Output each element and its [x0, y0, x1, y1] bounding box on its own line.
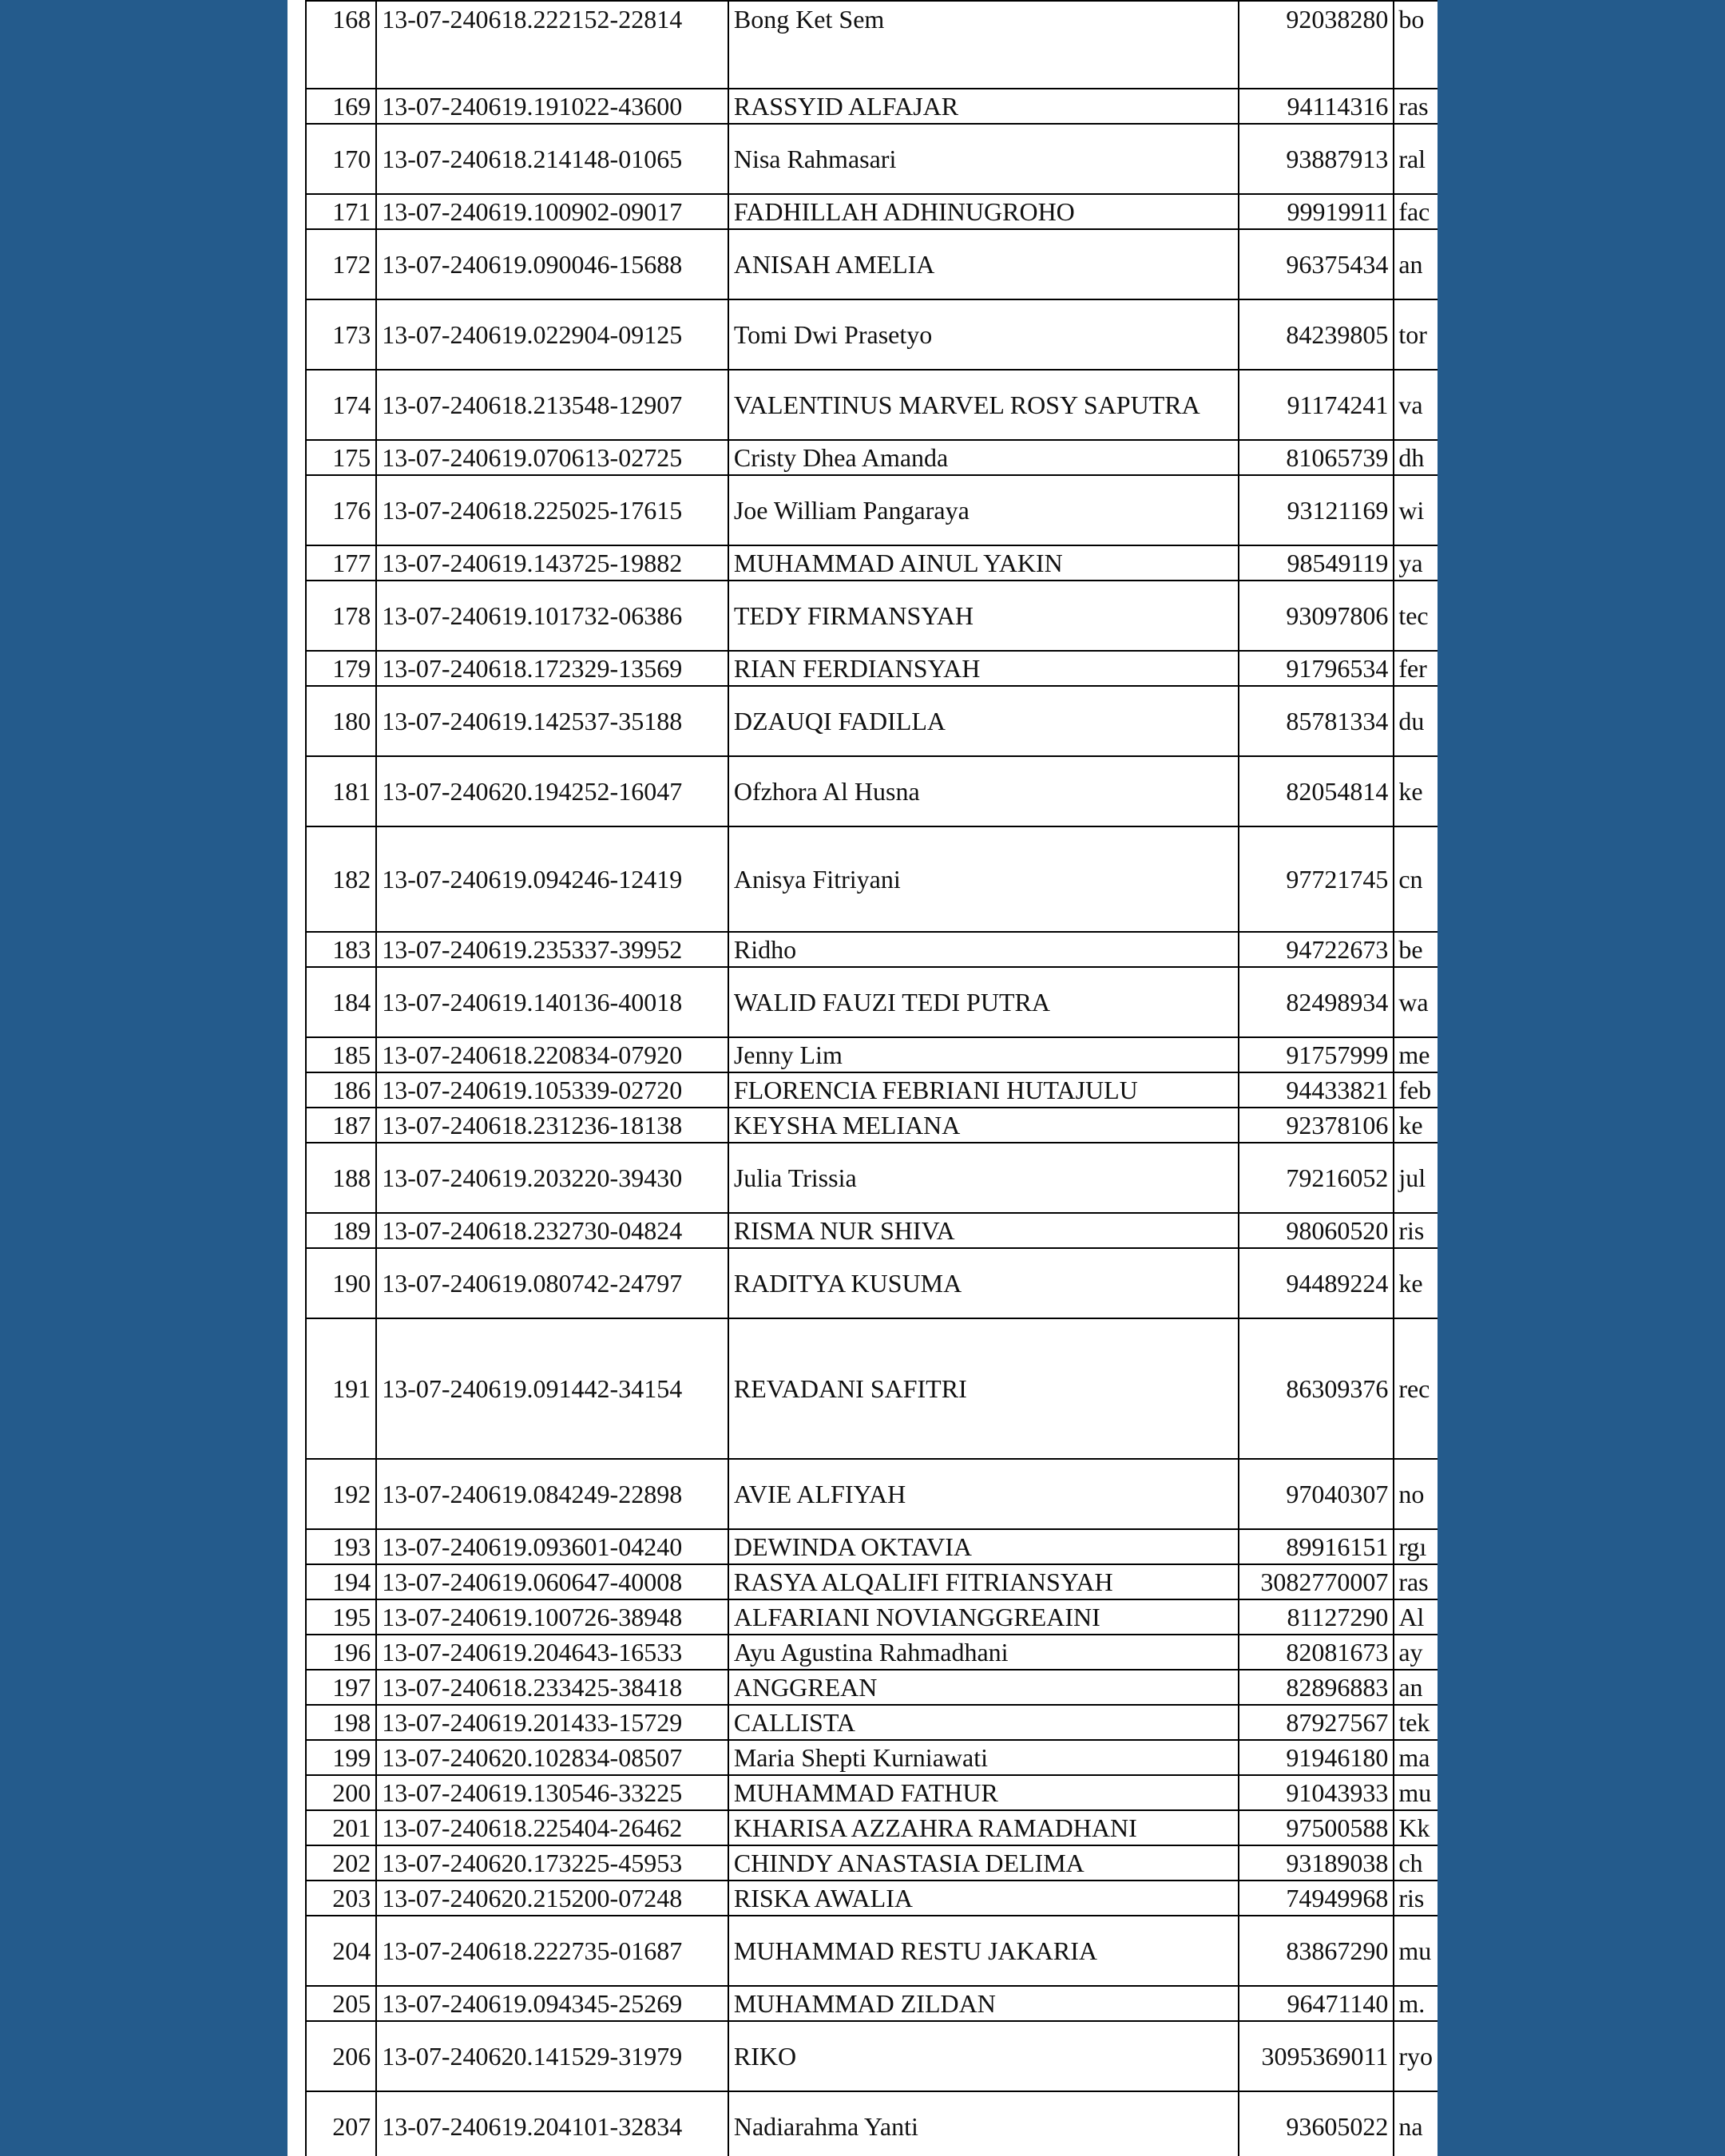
- row-number: 195: [306, 1599, 376, 1635]
- phone-number: 92378106: [1239, 1108, 1394, 1143]
- row-number: 206: [306, 2021, 376, 2091]
- table-row: [306, 756, 1438, 826]
- participant-name: RASSYID ALFAJAR: [728, 89, 1239, 124]
- participant-name: ANISAH AMELIA: [728, 229, 1239, 299]
- registration-code: 13-07-240618.231236-18138: [376, 1108, 728, 1143]
- phone-number: 91946180: [1239, 1740, 1394, 1775]
- row-number: 176: [306, 475, 376, 545]
- participant-name: ALFARIANI NOVIANGGREAINI: [728, 1599, 1239, 1635]
- registration-code: 13-07-240619.094345-25269: [376, 1986, 728, 2021]
- email-partial: jul: [1394, 1143, 1438, 1213]
- email-partial: wi: [1394, 475, 1438, 545]
- row-number: 169: [306, 89, 376, 124]
- email-partial: rec: [1394, 1318, 1438, 1459]
- email-partial: ris: [1394, 1213, 1438, 1248]
- phone-number: 84239805: [1239, 299, 1394, 370]
- phone-number: 98549119: [1239, 545, 1394, 581]
- table-row: [306, 1986, 1438, 2021]
- phone-number: 89916151: [1239, 1529, 1394, 1564]
- participant-name: Cristy Dhea Amanda: [728, 440, 1239, 475]
- row-number: 205: [306, 1986, 376, 2021]
- email-partial: be: [1394, 932, 1438, 967]
- row-number: 200: [306, 1775, 376, 1810]
- registration-code: 13-07-240620.141529-31979: [376, 2021, 728, 2091]
- registration-code: 13-07-240619.091442-34154: [376, 1318, 728, 1459]
- row-number: 203: [306, 1881, 376, 1916]
- table-row: [306, 124, 1438, 194]
- row-number: 185: [306, 1037, 376, 1072]
- registration-code: 13-07-240619.100902-09017: [376, 194, 728, 229]
- email-partial: fer: [1394, 651, 1438, 686]
- email-partial: ke: [1394, 1108, 1438, 1143]
- registration-code: 13-07-240619.105339-02720: [376, 1072, 728, 1108]
- phone-number: 92038280: [1239, 1, 1394, 89]
- email-partial: Kk: [1394, 1810, 1438, 1845]
- email-partial: wa: [1394, 967, 1438, 1037]
- phone-number: 87927567: [1239, 1705, 1394, 1740]
- participant-name: Julia Trissia: [728, 1143, 1239, 1213]
- table-row: [306, 581, 1438, 651]
- row-number: 186: [306, 1072, 376, 1108]
- row-number: 204: [306, 1916, 376, 1986]
- phone-number: 85781334: [1239, 686, 1394, 756]
- email-partial: ke: [1394, 756, 1438, 826]
- registration-code: 13-07-240620.102834-08507: [376, 1740, 728, 1775]
- row-number: 184: [306, 967, 376, 1037]
- email-partial: m.: [1394, 1986, 1438, 2021]
- row-number: 193: [306, 1529, 376, 1564]
- participant-name: RISMA NUR SHIVA: [728, 1213, 1239, 1248]
- row-number: 187: [306, 1108, 376, 1143]
- table-row: [306, 2091, 1438, 2156]
- email-partial: fac: [1394, 194, 1438, 229]
- registration-code: 13-07-240619.022904-09125: [376, 299, 728, 370]
- registration-code: 13-07-240618.172329-13569: [376, 651, 728, 686]
- email-partial: mu: [1394, 1916, 1438, 1986]
- participant-name: VALENTINUS MARVEL ROSY SAPUTRA: [728, 370, 1239, 440]
- table-row: [306, 1529, 1438, 1564]
- participant-name: RASYA ALQALIFI FITRIANSYAH: [728, 1564, 1239, 1599]
- participant-name: DEWINDA OKTAVIA: [728, 1529, 1239, 1564]
- phone-number: 99919911: [1239, 194, 1394, 229]
- participant-name: RISKA AWALIA: [728, 1881, 1239, 1916]
- row-number: 179: [306, 651, 376, 686]
- phone-number: 3082770007: [1239, 1564, 1394, 1599]
- phone-number: 94114316: [1239, 89, 1394, 124]
- row-number: 173: [306, 299, 376, 370]
- participant-name: MUHAMMAD AINUL YAKIN: [728, 545, 1239, 581]
- row-number: 168: [306, 1, 376, 89]
- email-partial: ma: [1394, 1740, 1438, 1775]
- phone-number: 3095369011: [1239, 2021, 1394, 2091]
- participant-name: MUHAMMAD ZILDAN: [728, 1986, 1239, 2021]
- registration-code: 13-07-240619.101732-06386: [376, 581, 728, 651]
- registration-code: 13-07-240618.225025-17615: [376, 475, 728, 545]
- participant-name: REVADANI SAFITRI: [728, 1318, 1239, 1459]
- registration-code: 13-07-240618.214148-01065: [376, 124, 728, 194]
- email-partial: rgı: [1394, 1529, 1438, 1564]
- table-row: [306, 1, 1438, 89]
- table-row: [306, 1318, 1438, 1459]
- participant-name: Bong Ket Sem: [728, 1, 1239, 89]
- registration-code: 13-07-240618.233425-38418: [376, 1670, 728, 1705]
- registration-table: [305, 0, 1438, 2156]
- phone-number: 94722673: [1239, 932, 1394, 967]
- table-row: [306, 826, 1438, 932]
- participant-name: Joe William Pangaraya: [728, 475, 1239, 545]
- table-row: [306, 1845, 1438, 1881]
- table-row: [306, 299, 1438, 370]
- participant-name: Nisa Rahmasari: [728, 124, 1239, 194]
- table-row: [306, 1248, 1438, 1318]
- registration-code: 13-07-240618.232730-04824: [376, 1213, 728, 1248]
- phone-number: 82896883: [1239, 1670, 1394, 1705]
- phone-number: 86309376: [1239, 1318, 1394, 1459]
- phone-number: 79216052: [1239, 1143, 1394, 1213]
- phone-number: 96471140: [1239, 1986, 1394, 2021]
- registration-code: 13-07-240619.084249-22898: [376, 1459, 728, 1529]
- registration-code: 13-07-240619.140136-40018: [376, 967, 728, 1037]
- table-row: [306, 1916, 1438, 1986]
- registration-code: 13-07-240620.194252-16047: [376, 756, 728, 826]
- table-row: [306, 2021, 1438, 2091]
- registration-code: 13-07-240618.213548-12907: [376, 370, 728, 440]
- phone-number: 91174241: [1239, 370, 1394, 440]
- participant-name: Nadiarahma Yanti: [728, 2091, 1239, 2156]
- table-row: [306, 475, 1438, 545]
- row-number: 175: [306, 440, 376, 475]
- participant-name: Jenny Lim: [728, 1037, 1239, 1072]
- row-number: 188: [306, 1143, 376, 1213]
- table-row: [306, 1810, 1438, 1845]
- participant-name: CHINDY ANASTASIA DELIMA: [728, 1845, 1239, 1881]
- email-partial: me: [1394, 1037, 1438, 1072]
- table-row: [306, 1670, 1438, 1705]
- row-number: 194: [306, 1564, 376, 1599]
- participant-name: Anisya Fitriyani: [728, 826, 1239, 932]
- participant-name: WALID FAUZI TEDI PUTRA: [728, 967, 1239, 1037]
- email-partial: dh: [1394, 440, 1438, 475]
- participant-name: CALLISTA: [728, 1705, 1239, 1740]
- table-row: [306, 686, 1438, 756]
- email-partial: ya: [1394, 545, 1438, 581]
- phone-number: 74949968: [1239, 1881, 1394, 1916]
- table-row: [306, 545, 1438, 581]
- row-number: 183: [306, 932, 376, 967]
- phone-number: 96375434: [1239, 229, 1394, 299]
- participant-name: MUHAMMAD FATHUR: [728, 1775, 1239, 1810]
- registration-code: 13-07-240619.204101-32834: [376, 2091, 728, 2156]
- phone-number: 97500588: [1239, 1810, 1394, 1845]
- table-row: [306, 1108, 1438, 1143]
- phone-number: 94489224: [1239, 1248, 1394, 1318]
- participant-name: AVIE ALFIYAH: [728, 1459, 1239, 1529]
- email-partial: cn: [1394, 826, 1438, 932]
- phone-number: 83867290: [1239, 1916, 1394, 1986]
- participant-name: Maria Shepti Kurniawati: [728, 1740, 1239, 1775]
- registration-code: 13-07-240619.060647-40008: [376, 1564, 728, 1599]
- registration-code: 13-07-240619.093601-04240: [376, 1529, 728, 1564]
- email-partial: Al: [1394, 1599, 1438, 1635]
- phone-number: 82081673: [1239, 1635, 1394, 1670]
- row-number: 191: [306, 1318, 376, 1459]
- participant-name: ANGGREAN: [728, 1670, 1239, 1705]
- email-partial: ral: [1394, 124, 1438, 194]
- row-number: 202: [306, 1845, 376, 1881]
- row-number: 177: [306, 545, 376, 581]
- participant-name: DZAUQI FADILLA: [728, 686, 1239, 756]
- email-partial: na: [1394, 2091, 1438, 2156]
- row-number: 192: [306, 1459, 376, 1529]
- row-number: 171: [306, 194, 376, 229]
- phone-number: 91757999: [1239, 1037, 1394, 1072]
- registration-code: 13-07-240619.080742-24797: [376, 1248, 728, 1318]
- phone-number: 94433821: [1239, 1072, 1394, 1108]
- phone-number: 93189038: [1239, 1845, 1394, 1881]
- email-partial: ch: [1394, 1845, 1438, 1881]
- registration-code: 13-07-240618.220834-07920: [376, 1037, 728, 1072]
- table-row: [306, 1775, 1438, 1810]
- row-number: 198: [306, 1705, 376, 1740]
- email-partial: ay: [1394, 1635, 1438, 1670]
- registration-code: 13-07-240619.204643-16533: [376, 1635, 728, 1670]
- row-number: 196: [306, 1635, 376, 1670]
- participant-name: FLORENCIA FEBRIANI HUTAJULU: [728, 1072, 1239, 1108]
- email-partial: an: [1394, 229, 1438, 299]
- email-partial: bo: [1394, 1, 1438, 89]
- row-number: 197: [306, 1670, 376, 1705]
- registration-code: 13-07-240619.100726-38948: [376, 1599, 728, 1635]
- email-partial: mu: [1394, 1775, 1438, 1810]
- participant-name: Ofzhora Al Husna: [728, 756, 1239, 826]
- row-number: 201: [306, 1810, 376, 1845]
- table-row: [306, 89, 1438, 124]
- email-partial: ryo: [1394, 2021, 1438, 2091]
- participant-name: RIAN FERDIANSYAH: [728, 651, 1239, 686]
- row-number: 178: [306, 581, 376, 651]
- table-row: [306, 1599, 1438, 1635]
- table-row: [306, 1564, 1438, 1599]
- email-partial: no: [1394, 1459, 1438, 1529]
- registration-code: 13-07-240619.094246-12419: [376, 826, 728, 932]
- registration-code: 13-07-240619.090046-15688: [376, 229, 728, 299]
- registration-code: 13-07-240618.222735-01687: [376, 1916, 728, 1986]
- registration-code: 13-07-240619.070613-02725: [376, 440, 728, 475]
- registration-code: 13-07-240620.215200-07248: [376, 1881, 728, 1916]
- email-partial: feb: [1394, 1072, 1438, 1108]
- document-page: [288, 0, 1438, 2156]
- email-partial: tor: [1394, 299, 1438, 370]
- registration-code: 13-07-240618.222152-22814: [376, 1, 728, 89]
- phone-number: 98060520: [1239, 1213, 1394, 1248]
- row-number: 207: [306, 2091, 376, 2156]
- participant-name: Ridho: [728, 932, 1239, 967]
- phone-number: 91043933: [1239, 1775, 1394, 1810]
- registration-code: 13-07-240619.235337-39952: [376, 932, 728, 967]
- participant-name: Ayu Agustina Rahmadhani: [728, 1635, 1239, 1670]
- registration-code: 13-07-240619.130546-33225: [376, 1775, 728, 1810]
- row-number: 170: [306, 124, 376, 194]
- table-row: [306, 1740, 1438, 1775]
- row-number: 180: [306, 686, 376, 756]
- phone-number: 81065739: [1239, 440, 1394, 475]
- table-row: [306, 1705, 1438, 1740]
- participant-name: TEDY FIRMANSYAH: [728, 581, 1239, 651]
- email-partial: du: [1394, 686, 1438, 756]
- phone-number: 93097806: [1239, 581, 1394, 651]
- row-number: 182: [306, 826, 376, 932]
- table-row: [306, 440, 1438, 475]
- row-number: 172: [306, 229, 376, 299]
- table-body: [306, 1, 1438, 2156]
- table-row: [306, 1881, 1438, 1916]
- phone-number: 93121169: [1239, 475, 1394, 545]
- row-number: 199: [306, 1740, 376, 1775]
- participant-name: KEYSHA MELIANA: [728, 1108, 1239, 1143]
- table-row: [306, 229, 1438, 299]
- table-row: [306, 1635, 1438, 1670]
- email-partial: ris: [1394, 1881, 1438, 1916]
- registration-code: 13-07-240618.225404-26462: [376, 1810, 728, 1845]
- row-number: 190: [306, 1248, 376, 1318]
- email-partial: va: [1394, 370, 1438, 440]
- row-number: 181: [306, 756, 376, 826]
- table-row: [306, 932, 1438, 967]
- phone-number: 82498934: [1239, 967, 1394, 1037]
- participant-name: Tomi Dwi Prasetyo: [728, 299, 1239, 370]
- registration-code: 13-07-240619.191022-43600: [376, 89, 728, 124]
- email-partial: ke: [1394, 1248, 1438, 1318]
- participant-name: RADITYA KUSUMA: [728, 1248, 1239, 1318]
- phone-number: 97040307: [1239, 1459, 1394, 1529]
- table-row: [306, 370, 1438, 440]
- table-row: [306, 1213, 1438, 1248]
- phone-number: 93605022: [1239, 2091, 1394, 2156]
- email-partial: an: [1394, 1670, 1438, 1705]
- row-number: 174: [306, 370, 376, 440]
- email-partial: ras: [1394, 1564, 1438, 1599]
- participant-name: FADHILLAH ADHINUGROHO: [728, 194, 1239, 229]
- phone-number: 81127290: [1239, 1599, 1394, 1635]
- email-partial: tec: [1394, 581, 1438, 651]
- participant-name: RIKO: [728, 2021, 1239, 2091]
- table-row: [306, 194, 1438, 229]
- table-row: [306, 967, 1438, 1037]
- participant-name: KHARISA AZZAHRA RAMADHANI: [728, 1810, 1239, 1845]
- email-partial: ras: [1394, 89, 1438, 124]
- phone-number: 93887913: [1239, 124, 1394, 194]
- registration-code: 13-07-240619.201433-15729: [376, 1705, 728, 1740]
- table-row: [306, 1143, 1438, 1213]
- registration-code: 13-07-240619.143725-19882: [376, 545, 728, 581]
- participant-name: MUHAMMAD RESTU JAKARIA: [728, 1916, 1239, 1986]
- row-number: 189: [306, 1213, 376, 1248]
- registration-code: 13-07-240620.173225-45953: [376, 1845, 728, 1881]
- table-row: [306, 1072, 1438, 1108]
- phone-number: 82054814: [1239, 756, 1394, 826]
- registration-code: 13-07-240619.142537-35188: [376, 686, 728, 756]
- table-row: [306, 1459, 1438, 1529]
- email-partial: tek: [1394, 1705, 1438, 1740]
- table-row: [306, 651, 1438, 686]
- registration-code: 13-07-240619.203220-39430: [376, 1143, 728, 1213]
- phone-number: 91796534: [1239, 651, 1394, 686]
- phone-number: 97721745: [1239, 826, 1394, 932]
- table-row: [306, 1037, 1438, 1072]
